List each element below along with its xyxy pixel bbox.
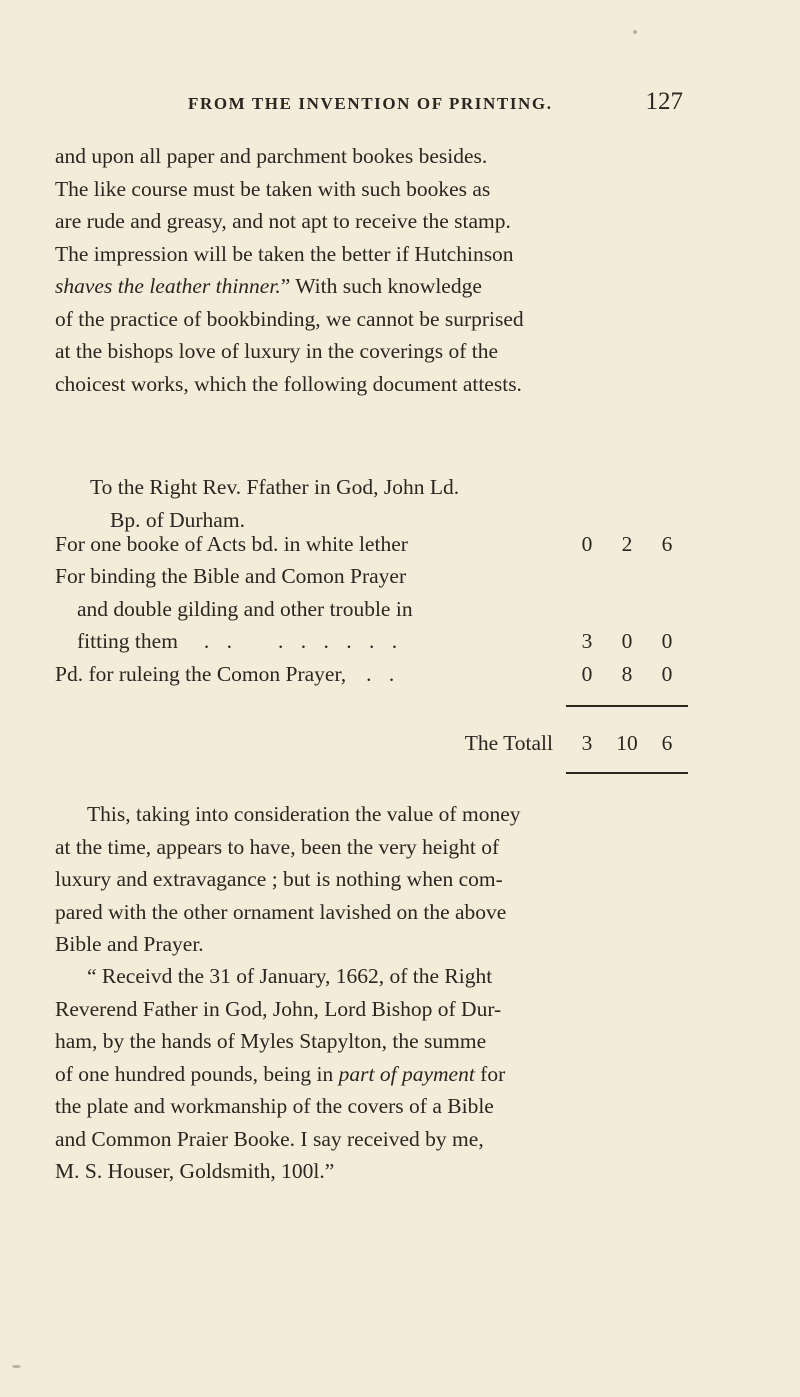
text-span: of one hundred pounds, being in [55,1061,334,1086]
paragraph-3 [55,960,690,1188]
text-line [55,1058,690,1091]
paper-speck [12,1365,21,1368]
text-line: The like course must be taken with such bookes as [55,176,491,201]
text-line: at the time, appears to have, been the very height of [55,834,500,859]
addressee-line: Bp. of Durham. [110,507,245,532]
account-text: fitting them [77,629,178,654]
page-header [188,88,683,116]
running-head: FROM THE INVENTION OF PRINTING. [188,94,553,113]
text-span: for [480,1061,506,1086]
text-line: at the bishops love of luxury in the coverings of the [55,339,499,363]
text-line: and upon all paper and parchment bookes besides. [55,144,488,168]
text-line: This, taking into consideration the value of money [87,802,521,826]
amount-pounds: 0 [581,531,593,556]
amount-pence: 6 [661,531,673,556]
paragraph-2 [55,798,690,961]
text-span: ” With such knowledge [280,274,482,298]
addressee-block [90,471,690,536]
account-description [55,662,567,687]
text-line: ham, by the hands of Myles Stapylton, the summe [55,1029,487,1053]
sum-rule-top [566,705,688,707]
page-number: 127 [645,88,683,115]
account-row [55,561,687,594]
text-line: M. S. Houser, Goldsmith, 100l.” [55,1159,335,1183]
text-line: and Common Praier Booke. I say received by me, [55,1126,484,1151]
amount-shillings: 2 [621,531,633,556]
text-line: pared with the other ornament lavished on the above [55,899,507,924]
text-line: the plate and workmanship of the covers of a Bible [55,1094,494,1118]
text-line: “ Receivd the 31 of January, 1662, of the Right [87,964,493,988]
leader-dots: . . . . . . [278,629,404,654]
total-pence: 6 [661,731,673,755]
text-line [55,270,690,303]
text-line: choicest works, which the following document attests. [55,371,522,396]
text-line: are rude and greasy, and not apt to receive the stamp. [55,209,511,233]
account-amounts [567,532,687,557]
italic-phrase: shaves the leather thinner. [55,274,281,298]
amount-pence: 0 [661,629,673,654]
leader-dots: . . [203,629,239,654]
sum-rule-bottom [566,772,688,774]
amount-pounds: 0 [581,661,593,686]
account-description: For binding the Bible and Comon Prayer [55,564,407,589]
total-amounts [567,731,687,756]
account-amounts [567,662,687,687]
amount-shillings: 0 [621,629,633,654]
text-line: luxury and extravagance ; but is nothing when com- [55,867,503,891]
amount-shillings: 8 [621,661,633,686]
addressee-line: To the Right Rev. Ffather in God, John Ld. [90,475,460,499]
account-row [55,528,687,561]
italic-phrase: part of payment [338,1061,475,1086]
amount-pounds: 3 [581,629,593,654]
account-row [55,593,687,626]
paper-speck [633,30,637,34]
account-amounts [567,629,687,654]
text-line: Bible and Prayer. [55,932,204,956]
accounts-table [55,528,687,691]
account-row [55,626,687,659]
account-text: Pd. for ruleing the Comon Prayer, [55,661,347,686]
account-description [55,629,567,654]
total-shillings: 10 [616,731,638,755]
text-line: The impression will be taken the better if Hutchinson [55,241,514,266]
leader-dots: . . [366,661,401,686]
amount-pence: 0 [661,661,673,686]
account-row [55,658,687,691]
total-pounds: 3 [581,731,593,755]
account-description: and double gilding and other trouble in [77,596,413,621]
total-row [55,731,687,756]
total-label: The Totall [464,731,553,755]
text-line: of the practice of bookbinding, we cannot be surprised [55,306,524,331]
account-description: For one booke of Acts bd. in white lether [55,531,408,556]
text-line: Reverend Father in God, John, Lord Bishop of Dur- [55,996,502,1021]
paragraph-1 [55,140,690,400]
